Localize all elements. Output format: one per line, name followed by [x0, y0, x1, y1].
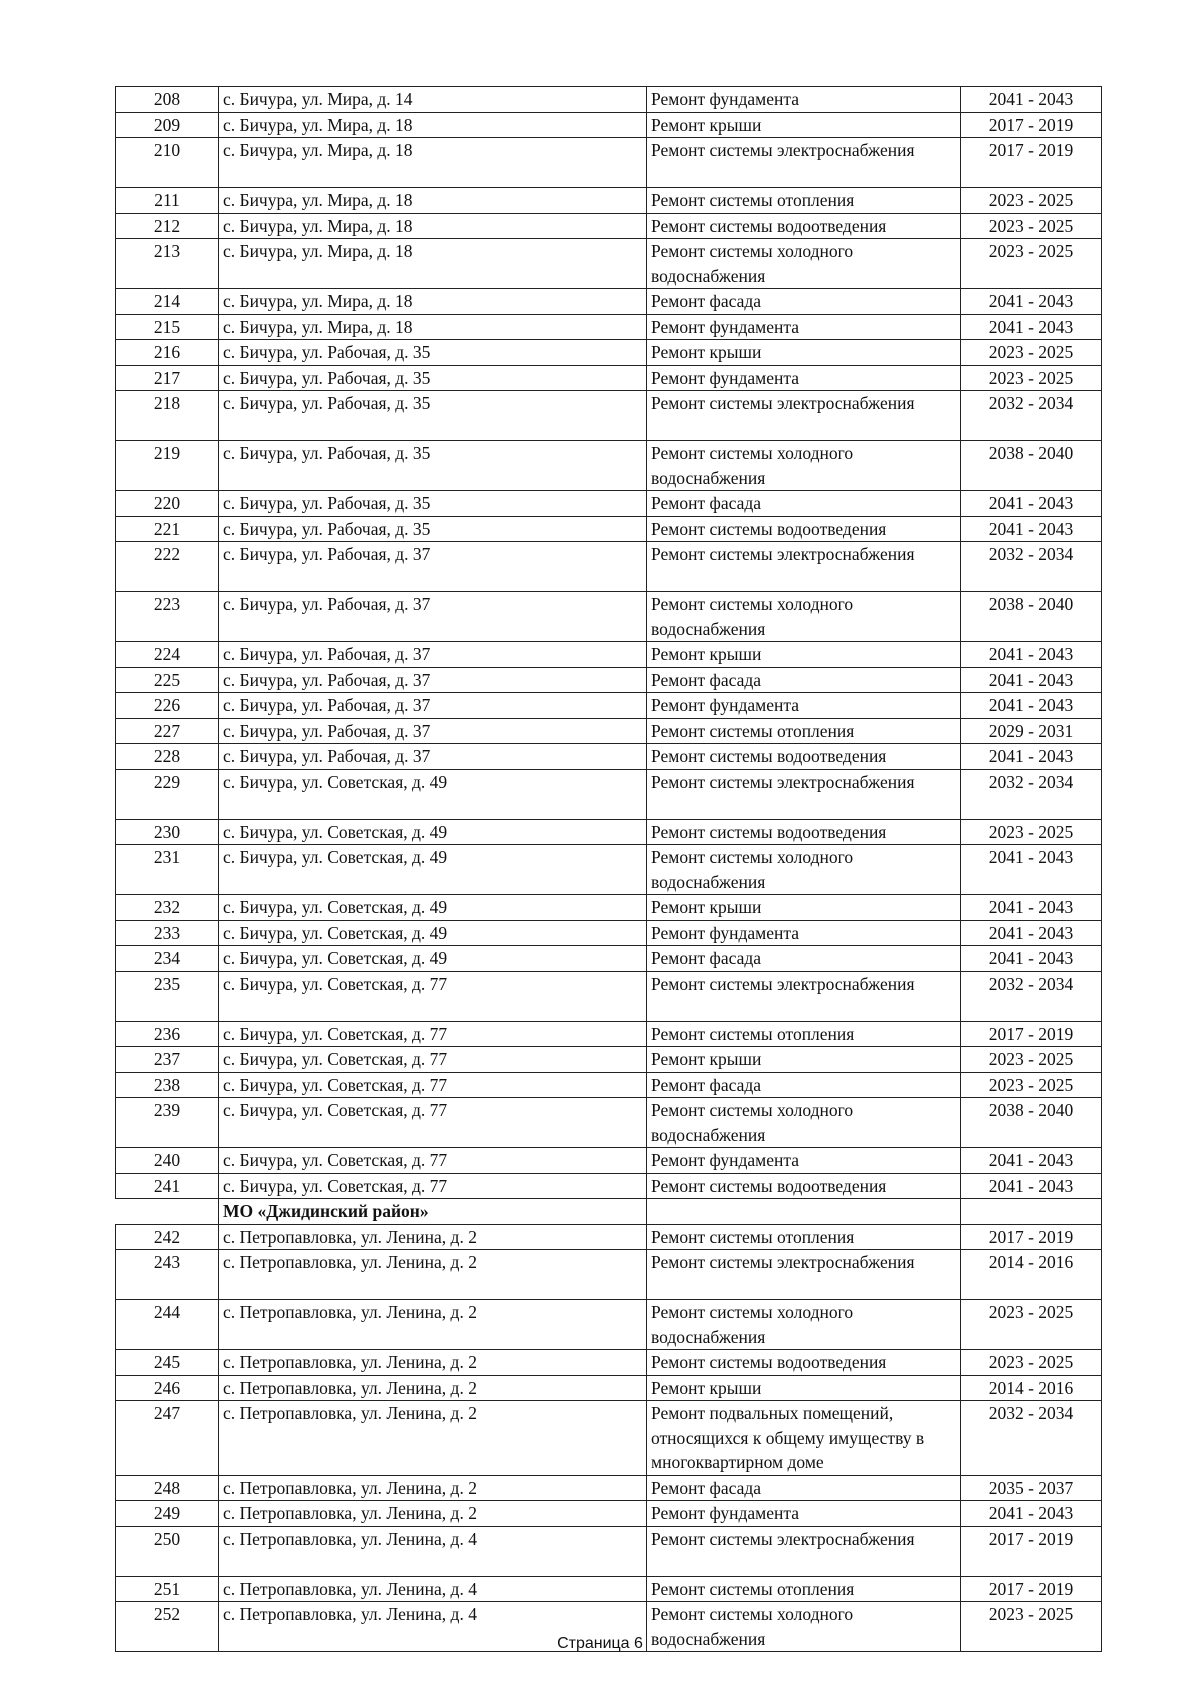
table-row — [116, 516, 1102, 542]
period-cell: 2035 - 2037 — [961, 1475, 1102, 1501]
period-cell: 2023 - 2025 — [961, 819, 1102, 845]
table-row — [116, 1350, 1102, 1376]
document-page — [115, 86, 1102, 1652]
work-type-cell: Ремонт системы электроснабжения — [647, 971, 961, 1021]
table-row — [116, 213, 1102, 239]
table-row — [116, 239, 1102, 289]
period-cell: 2041 - 2043 — [961, 642, 1102, 668]
row-number: 245 — [116, 1350, 219, 1376]
table-row — [116, 971, 1102, 1021]
period-cell: 2038 - 2040 — [961, 592, 1102, 642]
work-cell — [647, 1199, 961, 1225]
work-type-cell: Ремонт крыши — [647, 112, 961, 138]
table-row — [116, 542, 1102, 592]
work-type-cell: Ремонт системы холодного водоснабжения — [647, 1602, 961, 1652]
work-type-cell: Ремонт системы холодного водоснабжения — [647, 441, 961, 491]
row-number: 240 — [116, 1148, 219, 1174]
row-number: 219 — [116, 441, 219, 491]
period-cell: 2041 - 2043 — [961, 87, 1102, 113]
row-number: 247 — [116, 1401, 219, 1476]
period-cell: 2032 - 2034 — [961, 769, 1102, 819]
address-cell: с. Бичура, ул. Рабочая, д. 35 — [219, 365, 647, 391]
table-row — [116, 87, 1102, 113]
table-row — [116, 1501, 1102, 1527]
address-cell: с. Бичура, ул. Мира, д. 18 — [219, 213, 647, 239]
address-cell: с. Бичура, ул. Советская, д. 77 — [219, 1098, 647, 1148]
work-type-cell: Ремонт крыши — [647, 1375, 961, 1401]
work-type-cell: Ремонт системы холодного водоснабжения — [647, 1300, 961, 1350]
work-type-cell: Ремонт крыши — [647, 1047, 961, 1073]
address-cell: с. Бичура, ул. Советская, д. 49 — [219, 819, 647, 845]
work-type-cell: Ремонт системы водоотведения — [647, 744, 961, 770]
table-row — [116, 289, 1102, 315]
address-cell: с. Петропавловка, ул. Ленина, д. 2 — [219, 1501, 647, 1527]
row-number: 228 — [116, 744, 219, 770]
address-cell: с. Бичура, ул. Мира, д. 18 — [219, 314, 647, 340]
period-cell: 2041 - 2043 — [961, 314, 1102, 340]
row-number: 235 — [116, 971, 219, 1021]
address-cell: с. Петропавловка, ул. Ленина, д. 2 — [219, 1224, 647, 1250]
row-number: 211 — [116, 188, 219, 214]
period-cell: 2023 - 2025 — [961, 239, 1102, 289]
work-type-cell: Ремонт фундамента — [647, 314, 961, 340]
work-type-cell: Ремонт фундамента — [647, 1501, 961, 1527]
address-cell: с. Бичура, ул. Рабочая, д. 35 — [219, 340, 647, 366]
address-cell: с. Петропавловка, ул. Ленина, д. 2 — [219, 1401, 647, 1476]
period-cell: 2041 - 2043 — [961, 491, 1102, 517]
work-type-cell: Ремонт системы отопления — [647, 1224, 961, 1250]
table-row — [116, 1475, 1102, 1501]
period-cell: 2023 - 2025 — [961, 213, 1102, 239]
address-cell: с. Петропавловка, ул. Ленина, д. 2 — [219, 1250, 647, 1300]
table-row — [116, 441, 1102, 491]
work-type-cell: Ремонт системы холодного водоснабжения — [647, 845, 961, 895]
period-cell: 2023 - 2025 — [961, 365, 1102, 391]
address-cell: с. Бичура, ул. Советская, д. 77 — [219, 1072, 647, 1098]
address-cell: с. Бичура, ул. Рабочая, д. 37 — [219, 693, 647, 719]
period-cell: 2029 - 2031 — [961, 718, 1102, 744]
period-cell: 2041 - 2043 — [961, 845, 1102, 895]
table-row — [116, 491, 1102, 517]
work-type-cell: Ремонт фундамента — [647, 1148, 961, 1174]
work-type-cell: Ремонт фундамента — [647, 365, 961, 391]
table-body — [116, 87, 1102, 1652]
row-number: 243 — [116, 1250, 219, 1300]
row-number: 251 — [116, 1576, 219, 1602]
address-cell: с. Бичура, ул. Советская, д. 77 — [219, 1148, 647, 1174]
period-cell: 2032 - 2034 — [961, 542, 1102, 592]
table-row — [116, 1173, 1102, 1199]
row-number: 252 — [116, 1602, 219, 1652]
period-cell: 2023 - 2025 — [961, 340, 1102, 366]
row-number: 220 — [116, 491, 219, 517]
address-cell: с. Бичура, ул. Рабочая, д. 37 — [219, 744, 647, 770]
table-row — [116, 1072, 1102, 1098]
table-row — [116, 819, 1102, 845]
period-cell: 2017 - 2019 — [961, 1526, 1102, 1576]
address-cell: с. Бичура, ул. Мира, д. 18 — [219, 138, 647, 188]
work-type-cell: Ремонт фасада — [647, 667, 961, 693]
row-number: 227 — [116, 718, 219, 744]
address-cell: с. Петропавловка, ул. Ленина, д. 4 — [219, 1602, 647, 1652]
period-cell: 2041 - 2043 — [961, 920, 1102, 946]
table-row — [116, 1576, 1102, 1602]
period-cell: 2038 - 2040 — [961, 1098, 1102, 1148]
address-cell: с. Петропавловка, ул. Ленина, д. 2 — [219, 1475, 647, 1501]
period-cell: 2014 - 2016 — [961, 1375, 1102, 1401]
address-cell: с. Бичура, ул. Советская, д. 49 — [219, 845, 647, 895]
table-row — [116, 667, 1102, 693]
work-type-cell: Ремонт крыши — [647, 895, 961, 921]
period-cell: 2041 - 2043 — [961, 289, 1102, 315]
table-row — [116, 845, 1102, 895]
address-cell: с. Петропавловка, ул. Ленина, д. 2 — [219, 1350, 647, 1376]
address-cell: с. Бичура, ул. Мира, д. 18 — [219, 289, 647, 315]
work-type-cell: Ремонт фундамента — [647, 87, 961, 113]
row-number: 242 — [116, 1224, 219, 1250]
period-cell — [961, 1199, 1102, 1225]
table-row — [116, 1300, 1102, 1350]
period-cell: 2023 - 2025 — [961, 1047, 1102, 1073]
address-cell: с. Бичура, ул. Рабочая, д. 37 — [219, 718, 647, 744]
section-header-row — [116, 1199, 1102, 1225]
period-cell: 2041 - 2043 — [961, 1148, 1102, 1174]
repair-schedule-table — [115, 86, 1102, 1652]
row-number: 241 — [116, 1173, 219, 1199]
work-type-cell: Ремонт крыши — [647, 642, 961, 668]
address-cell: с. Бичура, ул. Мира, д. 18 — [219, 112, 647, 138]
period-cell: 2023 - 2025 — [961, 1350, 1102, 1376]
period-cell: 2032 - 2034 — [961, 1401, 1102, 1476]
period-cell: 2041 - 2043 — [961, 744, 1102, 770]
row-number: 217 — [116, 365, 219, 391]
work-type-cell: Ремонт системы отопления — [647, 718, 961, 744]
row-number: 238 — [116, 1072, 219, 1098]
table-row — [116, 112, 1102, 138]
row-number: 213 — [116, 239, 219, 289]
address-cell: с. Петропавловка, ул. Ленина, д. 2 — [219, 1375, 647, 1401]
period-cell: 2041 - 2043 — [961, 516, 1102, 542]
row-number: 212 — [116, 213, 219, 239]
address-cell: с. Петропавловка, ул. Ленина, д. 4 — [219, 1576, 647, 1602]
address-cell: с. Бичура, ул. Рабочая, д. 37 — [219, 592, 647, 642]
period-cell: 2041 - 2043 — [961, 946, 1102, 972]
work-type-cell: Ремонт системы электроснабжения — [647, 542, 961, 592]
address-cell: с. Бичура, ул. Советская, д. 77 — [219, 971, 647, 1021]
address-cell: с. Бичура, ул. Рабочая, д. 37 — [219, 542, 647, 592]
table-row — [116, 391, 1102, 441]
address-cell: с. Бичура, ул. Рабочая, д. 35 — [219, 491, 647, 517]
work-type-cell: Ремонт фасада — [647, 1072, 961, 1098]
row-number: 208 — [116, 87, 219, 113]
row-number: 246 — [116, 1375, 219, 1401]
row-number: 234 — [116, 946, 219, 972]
work-type-cell: Ремонт системы электроснабжения — [647, 1250, 961, 1300]
work-type-cell: Ремонт фасада — [647, 1475, 961, 1501]
period-cell: 2023 - 2025 — [961, 1300, 1102, 1350]
table-row — [116, 1250, 1102, 1300]
work-type-cell: Ремонт системы водоотведения — [647, 1173, 961, 1199]
work-type-cell: Ремонт системы отопления — [647, 1021, 961, 1047]
work-type-cell: Ремонт фундамента — [647, 920, 961, 946]
work-type-cell: Ремонт системы электроснабжения — [647, 1526, 961, 1576]
table-row — [116, 1148, 1102, 1174]
row-number: 218 — [116, 391, 219, 441]
period-cell: 2023 - 2025 — [961, 188, 1102, 214]
table-row — [116, 138, 1102, 188]
table-row — [116, 1401, 1102, 1476]
row-number: 225 — [116, 667, 219, 693]
row-number: 229 — [116, 769, 219, 819]
row-number: 210 — [116, 138, 219, 188]
work-type-cell: Ремонт крыши — [647, 340, 961, 366]
table-row — [116, 920, 1102, 946]
period-cell: 2014 - 2016 — [961, 1250, 1102, 1300]
period-cell: 2032 - 2034 — [961, 971, 1102, 1021]
row-number: 226 — [116, 693, 219, 719]
work-type-cell: Ремонт системы водоотведения — [647, 516, 961, 542]
row-number: 236 — [116, 1021, 219, 1047]
work-type-cell: Ремонт системы отопления — [647, 188, 961, 214]
table-row — [116, 744, 1102, 770]
period-cell: 2017 - 2019 — [961, 1021, 1102, 1047]
work-type-cell: Ремонт системы электроснабжения — [647, 391, 961, 441]
address-cell: с. Бичура, ул. Мира, д. 18 — [219, 188, 647, 214]
address-cell: с. Петропавловка, ул. Ленина, д. 2 — [219, 1300, 647, 1350]
table-row — [116, 314, 1102, 340]
row-number: 244 — [116, 1300, 219, 1350]
table-row — [116, 340, 1102, 366]
row-number: 248 — [116, 1475, 219, 1501]
work-type-cell: Ремонт системы водоотведения — [647, 213, 961, 239]
period-cell: 2023 - 2025 — [961, 1602, 1102, 1652]
table-row — [116, 592, 1102, 642]
row-number: 223 — [116, 592, 219, 642]
table-row — [116, 642, 1102, 668]
work-type-cell: Ремонт системы холодного водоснабжения — [647, 239, 961, 289]
number-cell — [116, 1199, 219, 1225]
work-type-cell: Ремонт системы водоотведения — [647, 819, 961, 845]
address-cell: с. Бичура, ул. Рабочая, д. 35 — [219, 391, 647, 441]
table-row — [116, 946, 1102, 972]
table-row — [116, 1047, 1102, 1073]
table-row — [116, 895, 1102, 921]
period-cell: 2041 - 2043 — [961, 693, 1102, 719]
row-number: 239 — [116, 1098, 219, 1148]
row-number: 232 — [116, 895, 219, 921]
period-cell: 2017 - 2019 — [961, 112, 1102, 138]
work-type-cell: Ремонт системы отопления — [647, 1576, 961, 1602]
row-number: 249 — [116, 1501, 219, 1527]
period-cell: 2032 - 2034 — [961, 391, 1102, 441]
table-row — [116, 769, 1102, 819]
table-row — [116, 365, 1102, 391]
row-number: 237 — [116, 1047, 219, 1073]
table-row — [116, 1098, 1102, 1148]
period-cell: 2041 - 2043 — [961, 1173, 1102, 1199]
row-number: 216 — [116, 340, 219, 366]
work-type-cell: Ремонт системы электроснабжения — [647, 138, 961, 188]
address-cell: с. Бичура, ул. Рабочая, д. 37 — [219, 667, 647, 693]
address-cell: с. Бичура, ул. Рабочая, д. 37 — [219, 642, 647, 668]
work-type-cell: Ремонт фасада — [647, 946, 961, 972]
row-number: 231 — [116, 845, 219, 895]
row-number: 214 — [116, 289, 219, 315]
table-row — [116, 1375, 1102, 1401]
table-row — [116, 1021, 1102, 1047]
section-title: МО «Джидинский район» — [219, 1199, 647, 1225]
period-cell: 2017 - 2019 — [961, 138, 1102, 188]
row-number: 215 — [116, 314, 219, 340]
period-cell: 2017 - 2019 — [961, 1576, 1102, 1602]
work-type-cell: Ремонт системы водоотведения — [647, 1350, 961, 1376]
address-cell: с. Бичура, ул. Мира, д. 18 — [219, 239, 647, 289]
work-type-cell: Ремонт фасада — [647, 491, 961, 517]
period-cell: 2041 - 2043 — [961, 895, 1102, 921]
address-cell: с. Бичура, ул. Советская, д. 49 — [219, 920, 647, 946]
row-number: 222 — [116, 542, 219, 592]
address-cell: с. Бичура, ул. Советская, д. 49 — [219, 769, 647, 819]
address-cell: с. Бичура, ул. Рабочая, д. 35 — [219, 516, 647, 542]
address-cell: с. Бичура, ул. Мира, д. 14 — [219, 87, 647, 113]
address-cell: с. Бичура, ул. Рабочая, д. 35 — [219, 441, 647, 491]
address-cell: с. Бичура, ул. Советская, д. 77 — [219, 1047, 647, 1073]
row-number: 250 — [116, 1526, 219, 1576]
work-type-cell: Ремонт фасада — [647, 289, 961, 315]
table-row — [116, 1526, 1102, 1576]
work-type-cell: Ремонт подвальных помещений, относящихся к общему имуществу в многоквартирном доме — [647, 1401, 961, 1476]
work-type-cell: Ремонт системы электроснабжения — [647, 769, 961, 819]
address-cell: с. Бичура, ул. Советская, д. 77 — [219, 1173, 647, 1199]
row-number: 233 — [116, 920, 219, 946]
table-row — [116, 188, 1102, 214]
address-cell: с. Петропавловка, ул. Ленина, д. 4 — [219, 1526, 647, 1576]
work-type-cell: Ремонт системы холодного водоснабжения — [647, 592, 961, 642]
row-number: 224 — [116, 642, 219, 668]
address-cell: с. Бичура, ул. Советская, д. 49 — [219, 895, 647, 921]
page-number: Страница 6 — [557, 1635, 643, 1652]
address-cell: с. Бичура, ул. Советская, д. 77 — [219, 1021, 647, 1047]
row-number: 209 — [116, 112, 219, 138]
table-row — [116, 1224, 1102, 1250]
work-type-cell: Ремонт системы холодного водоснабжения — [647, 1098, 961, 1148]
row-number: 221 — [116, 516, 219, 542]
period-cell: 2038 - 2040 — [961, 441, 1102, 491]
work-type-cell: Ремонт фундамента — [647, 693, 961, 719]
address-cell: с. Бичура, ул. Советская, д. 49 — [219, 946, 647, 972]
period-cell: 2023 - 2025 — [961, 1072, 1102, 1098]
period-cell: 2041 - 2043 — [961, 667, 1102, 693]
row-number: 230 — [116, 819, 219, 845]
period-cell: 2041 - 2043 — [961, 1501, 1102, 1527]
period-cell: 2017 - 2019 — [961, 1224, 1102, 1250]
table-row — [116, 693, 1102, 719]
table-row — [116, 718, 1102, 744]
